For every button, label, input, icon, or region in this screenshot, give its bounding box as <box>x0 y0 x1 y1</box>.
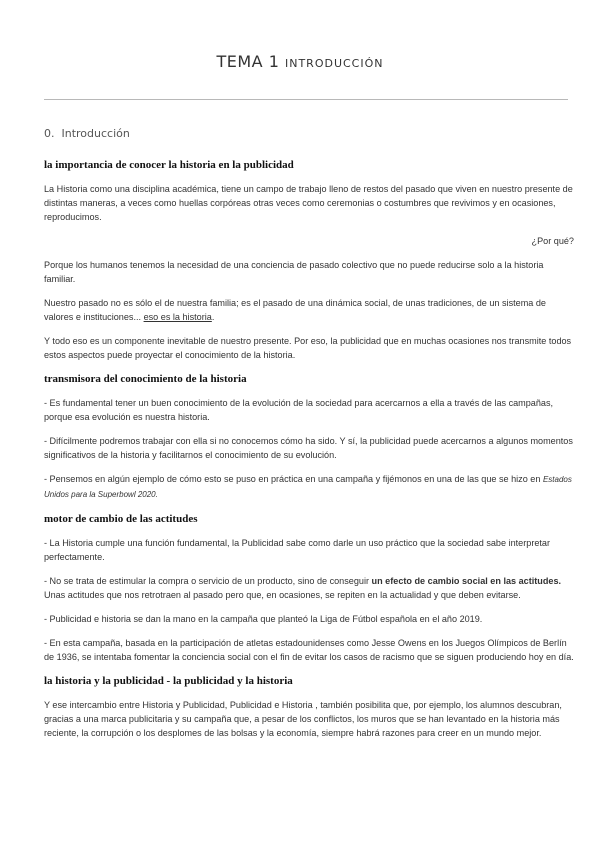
document-body <box>44 158 574 750</box>
bold-text: un efecto de cambio social en las actitudes. <box>371 576 562 586</box>
paragraph: La Historia como una disciplina académica, tiene un campo de trabajo lleno de restos del pasado que viven en nuestro presente de distintas maneras, a veces como huellas corpóreas otras veces como ceremonias o costumbres que revivimos y en ocasiones, reproducimos. <box>44 184 573 222</box>
paragraph: - Es fundamental tener un buen conocimiento de la evolución de la sociedad para acercarnos a ella a través de las campañas, porque esa evolución es nuestra historia. <box>44 398 554 422</box>
heading-historia-publicidad: la historia y la publicidad - la publicidad y la historia <box>44 675 293 687</box>
text-span: . <box>211 312 215 322</box>
paragraph: Y ese intercambio entre Historia y Publicidad, Publicidad e Historia , también posibilita que, por ejemplo, los alumnos descubran, gracias a una marca publicitaria y su campaña que, a pesar de los conflictos, los muros que se han levantado en la historia más reciente, la corrupción o los desplomes de las bolsas y la economía, siempre habrá razones para creer en un mundo mejor. <box>44 700 562 738</box>
paragraph: Porque los humanos tenemos la necesidad de una conciencia de pasado colectivo que no puede reducirse solo a la historia familiar. <box>44 260 544 284</box>
text-span: - Pensemos en algún ejemplo de cómo esto se puso en práctica en una campaña y fijémonos en una de las que se hizo en <box>44 474 543 484</box>
heading-transmisora: transmisora del conocimiento de la historia <box>44 373 247 385</box>
paragraph: - Publicidad e historia se dan la mano en la campaña que planteó la Liga de Fútbol española en el año 2019. <box>44 614 483 624</box>
text-span: - No se trata de estimular la compra o servicio de un producto, sino de conseguir <box>44 576 372 586</box>
paragraph <box>44 574 574 602</box>
paragraph: - En esta campaña, basada en la participación de atletas estadounidenses como Jesse Owens en los Juegos Olímpicos de Berlín de 1936, se intentaba fomentar la conciencia social con el fin de evitar los casos de racismo que se siguen produciendo hoy en día. <box>44 638 574 662</box>
section-marker: 0. <box>44 127 55 140</box>
page-title <box>0 52 600 71</box>
title-subtitle: INTRODUCCIÓN <box>284 57 384 70</box>
title-divider <box>44 99 568 100</box>
heading-importancia: la importancia de conocer la historia en la publicidad <box>44 159 294 171</box>
paragraph: - La Historia cumple una función fundamental, la Publicidad sabe como darle un uso práctico que la sociedad sabe interpretar perfectamente. <box>44 538 551 562</box>
underlined-text: eso es la historia <box>143 312 212 322</box>
paragraph: - Difícilmente podremos trabajar con ella si no conocemos cómo ha sido. Y sí, la publicidad puede acercarnos a algunos momentos significativos de la historia y facilitarnos el conocimiento de su evolución. <box>44 436 573 460</box>
paragraph <box>44 472 574 502</box>
title-main: TEMA 1 <box>216 52 280 71</box>
question-text: ¿Por qué? <box>531 236 574 246</box>
text-span: Nuestro pasado no es sólo el de nuestra familia; es el pasado de una dinámica social, de unas tradiciones, de un sistema de valores e instituciones... <box>44 298 546 322</box>
section-label: Introducción <box>61 127 130 140</box>
text-span: Unas actitudes que nos retrotraen al pasado pero que, en ocasiones, se repiten en la actualidad y que deben evitarse. <box>44 590 521 600</box>
paragraph: Y todo eso es un componente inevitable de nuestro presente. Por eso, la publicidad que en muchas ocasiones nos transmite todos estos aspectos puede proyectar el conocimiento de la historia. <box>44 336 572 360</box>
heading-motor-cambio: motor de cambio de las actitudes <box>44 513 198 525</box>
paragraph <box>44 296 574 324</box>
section-heading <box>44 127 130 140</box>
italic-text: Estados Unidos para la Superbowl 2020. <box>44 475 572 499</box>
